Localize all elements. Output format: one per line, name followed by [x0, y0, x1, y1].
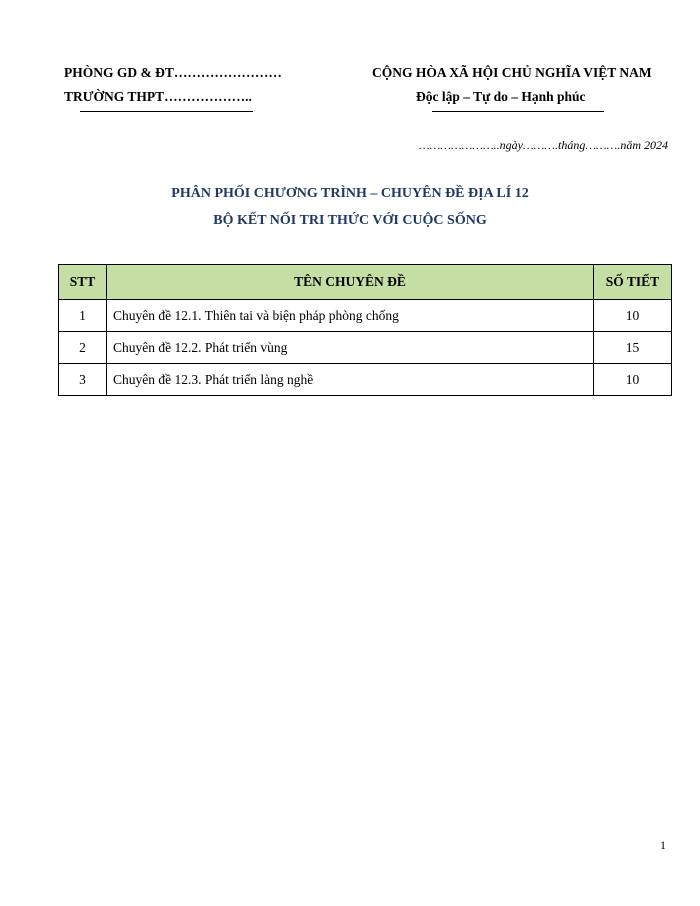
topic-table: [58, 264, 672, 396]
row-topic-name: Chuyên đề 12.3. Phát triển làng nghề: [107, 364, 594, 396]
row-stt: 3: [59, 364, 107, 396]
row-hours: 10: [594, 364, 672, 396]
date-line: …………………..ngày……….tháng……….năm 2024: [418, 138, 668, 152]
document-title: PHÂN PHỐI CHƯƠNG TRÌNH – CHUYÊN ĐỀ ĐỊA LÍ 12: [171, 186, 529, 201]
row-topic-name: Chuyên đề 12.1. Thiên tai và biện pháp phòng chống: [107, 300, 594, 332]
document-subtitle: BỘ KẾT NỐI TRI THỨC VỚI CUỘC SỐNG: [213, 213, 487, 228]
left-divider: [80, 111, 253, 112]
row-stt: 2: [59, 332, 107, 364]
republic-name: CỘNG HÒA XÃ HỘI CHỦ NGHĨA VIỆT NAM: [372, 65, 652, 80]
row-hours: 15: [594, 332, 672, 364]
header-hours: SỐ TIẾT: [594, 265, 672, 300]
table-row: [59, 300, 672, 332]
row-hours: 10: [594, 300, 672, 332]
right-divider: [432, 111, 604, 112]
school-name: TRƯỜNG THPT………………..: [64, 89, 252, 104]
table-header-row: [59, 265, 672, 300]
department-name: PHÒNG GD & ĐT……………………: [64, 65, 282, 80]
header-topic-name: TÊN CHUYÊN ĐỀ: [107, 265, 594, 300]
row-topic-name: Chuyên đề 12.2. Phát triển vùng: [107, 332, 594, 364]
header-stt: STT: [59, 265, 107, 300]
table-row: [59, 332, 672, 364]
row-stt: 1: [59, 300, 107, 332]
national-motto: Độc lập – Tự do – Hạnh phúc: [416, 89, 586, 104]
table-row: [59, 364, 672, 396]
page-number: 1: [660, 838, 666, 852]
